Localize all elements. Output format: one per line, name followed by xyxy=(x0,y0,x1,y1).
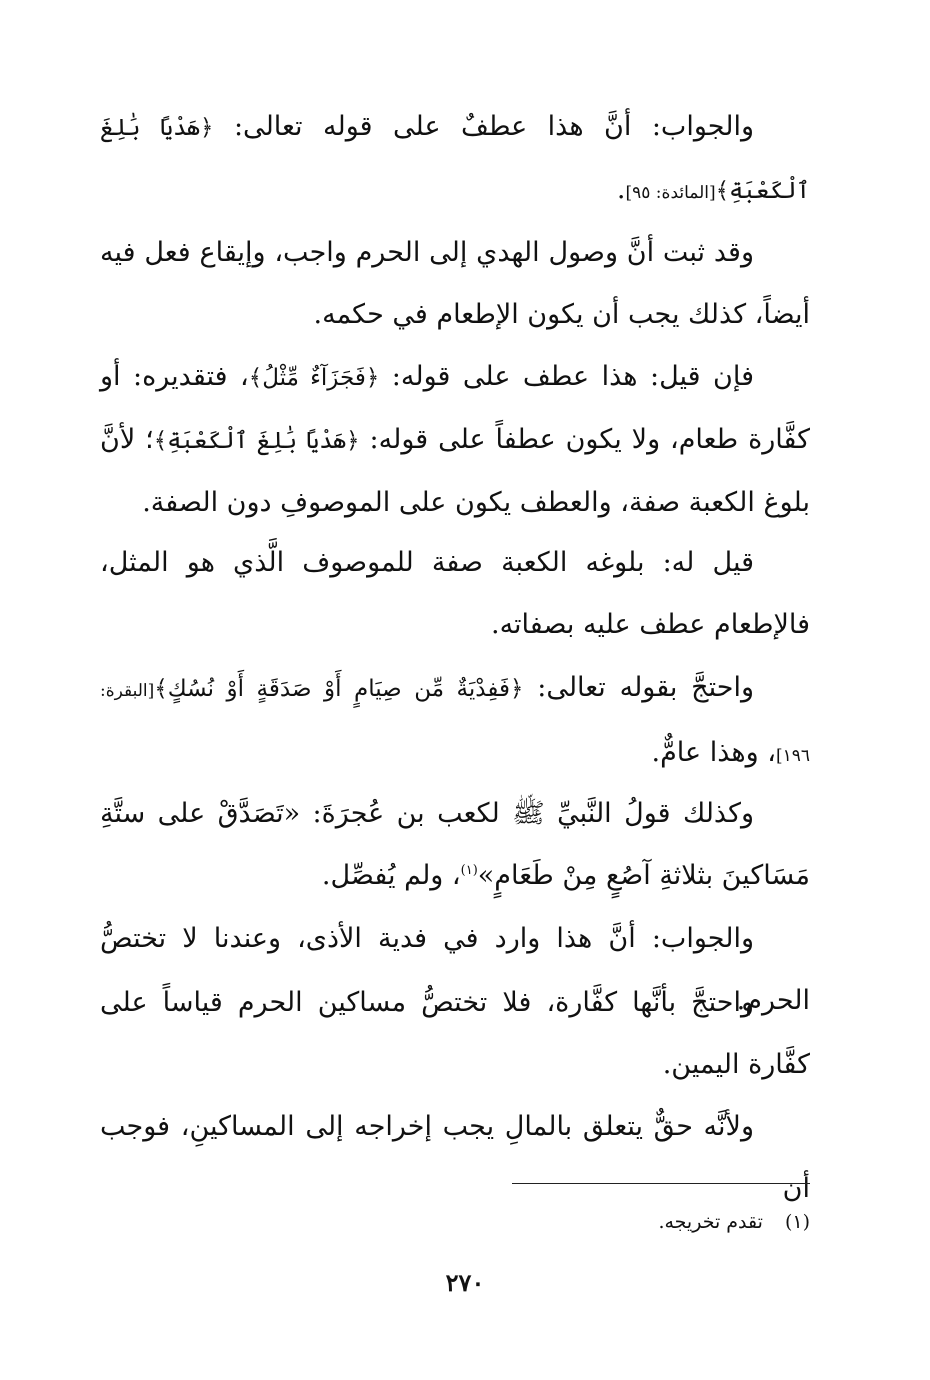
paragraph-3: فإن قيل: هذا عطف على قوله: ﴿فَجَزَآءٌ مِّثْلُ﴾، فتقديره: أو كفَّارة طعام، ولا يكون عطفاً على قوله: ﴿هَدْيًا بَٰلِغَ ٱلْكَعْبَةِ﴾؛ لأنَّ بلوغ الكعبة صفة، والعطف يكون على الموصوفِ دون الصفة. xyxy=(100,361,810,518)
paragraph-7: والجواب: أنَّ هذا وارد في فدية الأذى، وعندنا لا تختصُّ الحرم. xyxy=(100,923,810,1016)
paragraph-4: قيل له: بلوغه الكعبة صفة للموصوف الَّذي هو المثل، فالإطعام عطف عليه بصفاته. xyxy=(100,547,810,640)
quran-verse: ﴿هَدْيًا بَٰلِغَ ٱلْكَعْبَةِ﴾ xyxy=(100,115,810,204)
page-number: ٢٧٠ xyxy=(445,1268,485,1297)
footnote-divider xyxy=(512,1183,810,1184)
paragraph-5: واحتجَّ بقوله تعالى: ﴿فَفِدْيَةٌ مِّن صِيَامٍ أَوْ صَدَقَةٍ أَوْ نُسُكٍ﴾[البقرة: ١٩٦]، وهذا عامٌّ. xyxy=(100,672,810,768)
quran-verse: ﴿هَدْيًا بَٰلِغَ ٱلْكَعْبَةِ﴾ xyxy=(153,428,360,454)
paragraph-6: وكذلك قولُ النَّبيِّ ﷺ لكعب بن عُجرَةَ: «تَصَدَّقْ على ستَّةِ مَسَاكينَ بثلاثةِ آصُعٍ مِنْ طَعَامٍ»$^{(١)}$، ولم يُفصِّل. xyxy=(100,798,810,891)
paragraph-2: وقد ثبت أنَّ وصول الهدي إلى الحرم واجب، وإيقاع فعل فيه أيضاً، كذلك يجب أن يكون الإطعام في حكمه. xyxy=(100,237,810,330)
verse-reference: [البقرة: ١٩٦] xyxy=(100,681,810,766)
verse-reference: [المائدة: ٩٥] xyxy=(625,183,716,203)
footnote xyxy=(100,1202,810,1242)
paragraph-8: واحتجَّ بأنَّها كفَّارة، فلا تختصُّ مساكين الحرم قياساً على كفَّارة اليمين. xyxy=(100,987,810,1080)
footnote-text: تقدم تخريجه. xyxy=(658,1211,763,1233)
quran-verse: ﴿فَفِدْيَةٌ مِّن صِيَامٍ أَوْ صَدَقَةٍ أَوْ نُسُكٍ﴾ xyxy=(154,676,524,702)
paragraph-1: والجواب: أنَّ هذا عطفٌ على قوله تعالى: ﴿هَدْيًا بَٰلِغَ ٱلْكَعْبَةِ﴾[المائدة: ٩٥]. xyxy=(100,111,810,205)
paragraph-9: ولأنَّه حقٌّ يتعلق بالمالِ يجب إخراجه إلى المساكينِ، فوجب أن xyxy=(100,1111,810,1204)
quran-verse: ﴿فَجَزَآءٌ مِّثْلُ﴾ xyxy=(248,365,380,391)
footnote-marker[interactable]: (١) xyxy=(460,863,478,878)
footnote-number: (١) xyxy=(784,1211,810,1233)
